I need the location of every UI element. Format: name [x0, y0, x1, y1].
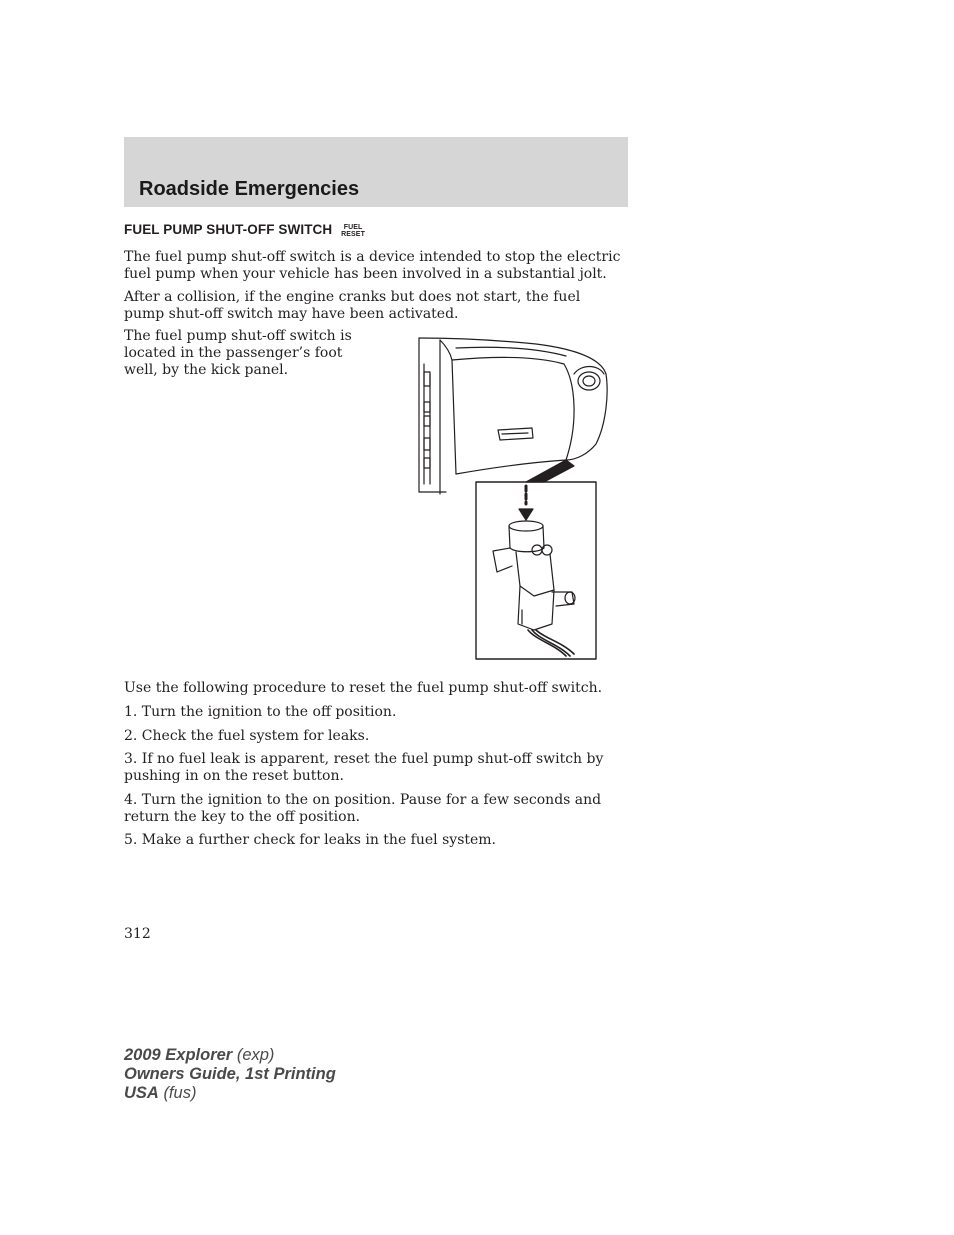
section-title: Roadside Emergencies	[139, 178, 360, 200]
inset-frame	[476, 482, 596, 659]
footer-line-3: USA (fus)	[124, 1084, 197, 1102]
step-4: 4. Turn the ignition to the on position. Pause for a few seconds and return the key to the off position.	[124, 792, 602, 825]
glove-box-drawing	[419, 338, 607, 494]
paragraph-location: The fuel pump shut-off switch is located in the passenger’s foot well, by the kick panel.	[124, 328, 352, 378]
footer-line-2: Owners Guide, 1st Printing	[124, 1065, 336, 1083]
section-header-band	[124, 137, 628, 207]
step-1: 1. Turn the ignition to the off position.	[124, 704, 397, 720]
step-5: 5. Make a further check for leaks in the fuel system.	[124, 832, 497, 848]
paragraph-procedure-intro: Use the following procedure to reset the fuel pump shut-off switch.	[124, 680, 603, 696]
fuel-reset-icon: FUEL RESET	[341, 223, 365, 238]
fuel-pump-switch-illustration	[416, 334, 612, 664]
paragraph-intro: The fuel pump shut-off switch is a device intended to stop the electric fuel pump when your vehicle has been involved in a substantial jolt.	[124, 249, 621, 282]
paragraph-collision: After a collision, if the engine cranks but does not start, the fuel pump shut-off switch may have been activated.	[124, 289, 581, 322]
subsection-heading	[124, 222, 365, 239]
subsection-heading-text: FUEL PUMP SHUT-OFF SWITCH	[124, 222, 333, 237]
document-footer	[124, 1046, 336, 1103]
switch-drawing	[493, 486, 575, 656]
step-2: 2. Check the fuel system for leaks.	[124, 728, 370, 744]
page-number: 312	[124, 926, 151, 942]
step-3: 3. If no fuel leak is apparent, reset the fuel pump shut-off switch by pushing in on the reset button.	[124, 751, 604, 784]
footer-line-1: 2009 Explorer (exp)	[124, 1046, 275, 1064]
